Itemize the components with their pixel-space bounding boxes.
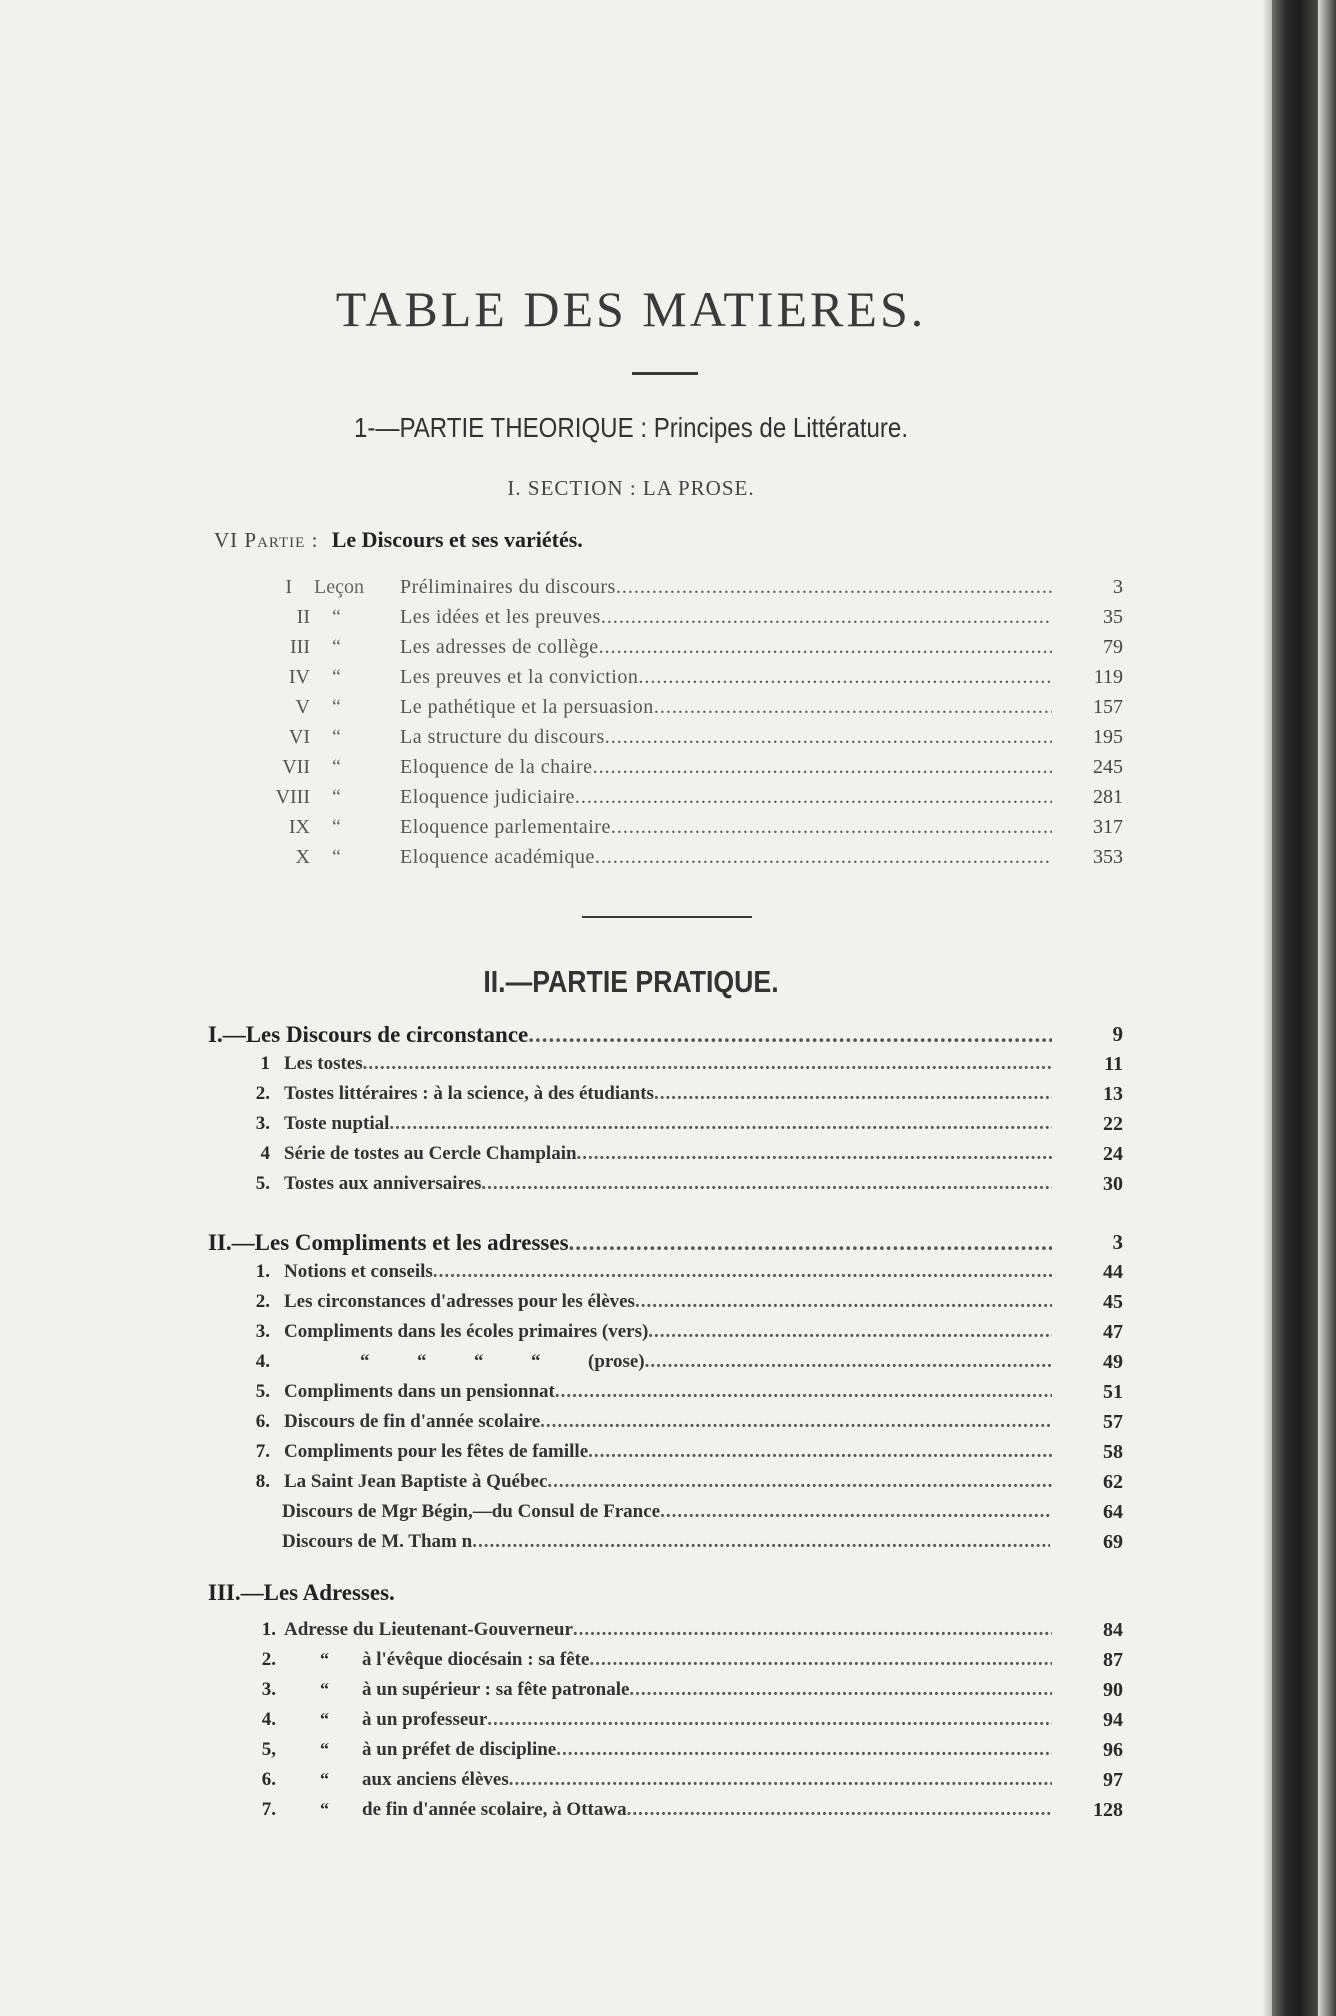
subpart-line	[214, 527, 583, 553]
section-rule	[582, 916, 752, 918]
toc-group-heading: III.—Les Adresses.	[208, 1580, 395, 1605]
lesson-title: Eloquence de la chaire .....	[400, 756, 1052, 779]
toc-row	[0, 1471, 1262, 1501]
page-number: 195	[1093, 726, 1123, 748]
subpart-title: Le Discours et ses variétés.	[331, 527, 583, 552]
lesson-number: I	[285, 576, 292, 598]
page-number: 13	[1103, 1083, 1123, 1105]
page-number: 62	[1103, 1471, 1123, 1493]
page-number: 84	[1103, 1619, 1123, 1641]
toc-row	[0, 1709, 1262, 1739]
ditto-mark: “	[332, 756, 341, 778]
page-number: 317	[1093, 816, 1123, 838]
item-title: à un préfet de discipline .....	[362, 1739, 1052, 1761]
toc-row	[0, 1501, 1262, 1531]
page-number: 119	[1093, 666, 1123, 688]
page-number: 45	[1103, 1291, 1123, 1313]
ditto-mark: “	[332, 816, 341, 838]
item-title: Discours de M. Tham n .....	[282, 1531, 1050, 1553]
toc-row	[0, 1173, 1262, 1203]
lesson-number: IV	[288, 666, 310, 688]
toc-row	[0, 726, 1262, 756]
lesson-title: La structure du discours .....	[400, 726, 1052, 749]
page-number: 3	[1113, 576, 1123, 598]
page-number: 11	[1104, 1053, 1123, 1075]
toc-row	[0, 1143, 1262, 1173]
item-number: 7.	[255, 1441, 270, 1462]
ditto-mark: “	[332, 666, 341, 688]
page-number: 90	[1103, 1679, 1123, 1701]
part2-heading: II.—PARTIE PRATIQUE.	[483, 964, 779, 999]
page-number: 9	[1112, 1022, 1123, 1046]
item-title: Série de tostes au Cercle Champlain .....	[284, 1143, 1052, 1165]
ditto-mark: “	[320, 1709, 329, 1729]
toc-row	[0, 1083, 1262, 1113]
part1-heading: 1-—PARTIE THEORIQUE : Principes de Littérature.	[353, 412, 909, 443]
page-number: 57	[1103, 1411, 1123, 1433]
item-number: 6.	[261, 1769, 276, 1790]
lesson-label: Leçon	[314, 576, 364, 598]
item-title: aux anciens élèves .....	[362, 1769, 1052, 1791]
item-title: de fin d'année scolaire, à Ottawa .....	[362, 1799, 1052, 1821]
toc-row	[0, 786, 1262, 816]
page-number: 79	[1103, 636, 1123, 658]
lesson-title: Le pathétique et la persuasion .....	[400, 696, 1052, 719]
item-number: 2.	[261, 1649, 276, 1670]
item-number: 1.	[261, 1619, 276, 1640]
page-number: 157	[1093, 696, 1123, 718]
page-number: 64	[1103, 1501, 1123, 1523]
item-title: “ “ “ “ (prose) .....	[360, 1351, 1052, 1373]
lesson-title: Les idées et les preuves .....	[400, 606, 1052, 629]
lesson-title: Les adresses de collège .....	[400, 636, 1052, 659]
lesson-number: IX	[288, 816, 310, 838]
item-number: 3.	[261, 1679, 276, 1700]
page-number: 58	[1103, 1441, 1123, 1463]
page-number: 3	[1112, 1230, 1123, 1254]
toc-row	[0, 606, 1262, 636]
ditto-mark: “	[332, 726, 341, 748]
lesson-number: II	[296, 606, 310, 628]
ditto-mark: “	[332, 636, 341, 658]
toc-row	[0, 1113, 1262, 1143]
page-edge	[1262, 0, 1272, 2016]
ditto-mark: “	[320, 1799, 329, 1819]
item-title: à un supérieur : sa fête patronale .....	[362, 1679, 1052, 1701]
toc-row	[0, 1679, 1262, 1709]
lesson-number: III	[290, 636, 310, 658]
lesson-number: V	[295, 696, 310, 718]
item-number: 4	[260, 1143, 270, 1164]
lesson-title: Eloquence académique .....	[400, 846, 1052, 869]
page-number: 22	[1103, 1113, 1123, 1135]
toc-row	[0, 756, 1262, 786]
title-rule	[632, 372, 698, 375]
toc-row	[0, 1291, 1262, 1321]
toc-row	[0, 1261, 1262, 1291]
toc-row	[0, 1321, 1262, 1351]
page-number: 245	[1093, 756, 1123, 778]
ditto-mark: “	[320, 1649, 329, 1669]
item-number: 1	[260, 1053, 270, 1074]
toc-row	[0, 846, 1262, 876]
page-number: 44	[1103, 1261, 1123, 1283]
toc-row	[0, 1769, 1262, 1799]
item-number: 4.	[261, 1709, 276, 1730]
item-number: 5.	[255, 1381, 270, 1402]
item-title: Tostes aux anniversaires .....	[284, 1173, 1052, 1195]
lesson-number: VII	[282, 756, 310, 778]
page-number: 47	[1103, 1321, 1123, 1343]
item-title: à l'évêque diocésain : sa fête .....	[362, 1649, 1052, 1671]
item-title: Les circonstances d'adresses pour les élèves .....	[284, 1291, 1052, 1313]
toc-group-heading	[0, 1230, 1262, 1260]
subpart-label: VI Partie :	[214, 528, 319, 552]
page-number: 281	[1093, 786, 1123, 808]
item-number: 3.	[255, 1113, 270, 1134]
page-number: 30	[1103, 1173, 1123, 1195]
lesson-title: Préliminaires du discours .....	[400, 576, 1052, 599]
lesson-number: X	[295, 846, 310, 868]
toc-row	[0, 636, 1262, 666]
item-number: 5.	[255, 1173, 270, 1194]
item-number: 2.	[255, 1083, 270, 1104]
toc-row	[0, 1619, 1262, 1649]
toc-row	[0, 1351, 1262, 1381]
ditto-mark: “	[320, 1679, 329, 1699]
item-title: La Saint Jean Baptiste à Québec .....	[284, 1471, 1052, 1493]
ditto-mark: “	[332, 606, 341, 628]
page-number: 24	[1103, 1143, 1123, 1165]
item-number: 8.	[255, 1471, 270, 1492]
ditto-mark: “	[332, 846, 341, 868]
page-number: 51	[1103, 1381, 1123, 1403]
toc-row	[0, 1411, 1262, 1441]
item-number: 1.	[255, 1261, 270, 1282]
item-title: Compliments pour les fêtes de famille .....	[284, 1441, 1052, 1463]
item-title: Discours de fin d'année scolaire .....	[284, 1411, 1052, 1433]
item-number: 4.	[255, 1351, 270, 1372]
item-title: Discours de Mgr Bégin,—du Consul de France .....	[282, 1501, 1050, 1523]
toc-row	[0, 1531, 1262, 1561]
page-number: 49	[1103, 1351, 1123, 1373]
section-heading: I. SECTION : LA PROSE.	[507, 476, 755, 500]
page-number: 87	[1103, 1649, 1123, 1671]
toc-row	[0, 1739, 1262, 1769]
item-title: Adresse du Lieutenant-Gouverneur .....	[284, 1619, 1052, 1641]
item-number: 3.	[255, 1321, 270, 1342]
item-number: 7.	[261, 1799, 276, 1820]
item-number: 5,	[261, 1739, 276, 1760]
ditto-mark: “	[320, 1769, 329, 1789]
page-number: 94	[1103, 1709, 1123, 1731]
toc-row	[0, 576, 1262, 606]
lesson-number: VI	[288, 726, 310, 748]
item-title: à un professeur .....	[362, 1709, 1052, 1731]
page-number: 353	[1093, 846, 1123, 868]
toc-row	[0, 1799, 1262, 1829]
lesson-number: VIII	[275, 786, 310, 808]
item-title: Compliments dans les écoles primaires (vers) .....	[284, 1321, 1052, 1343]
toc-row	[0, 1441, 1262, 1471]
item-title: Notions et conseils .....	[284, 1261, 1052, 1283]
spine-shadow	[1318, 0, 1336, 2016]
lesson-title: Les preuves et la conviction .....	[400, 666, 1052, 689]
toc-row	[0, 696, 1262, 726]
item-title: Tostes littéraires : à la science, à des étudiants .....	[284, 1083, 1052, 1105]
group-title: I.—Les Discours de circonstance .....	[208, 1022, 1052, 1048]
ditto-mark: “	[332, 786, 341, 808]
item-title: Toste nuptial .....	[284, 1113, 1052, 1135]
toc-row	[0, 666, 1262, 696]
toc-row	[0, 1649, 1262, 1679]
page-number: 128	[1093, 1799, 1123, 1821]
group-title: II.—Les Compliments et les adresses .....	[208, 1230, 1052, 1256]
toc-row	[0, 1381, 1262, 1411]
page-number: 35	[1103, 606, 1123, 628]
page-title: TABLE DES MATIERES.	[335, 281, 927, 337]
toc-row	[0, 816, 1262, 846]
page-number: 69	[1103, 1531, 1123, 1553]
toc-row	[0, 1053, 1262, 1083]
item-title: Compliments dans un pensionnat .....	[284, 1381, 1052, 1403]
book-spine	[1272, 0, 1318, 2016]
lesson-title: Eloquence judiciaire .....	[400, 786, 1052, 809]
item-number: 6.	[255, 1411, 270, 1432]
lesson-title: Eloquence parlementaire .....	[400, 816, 1052, 839]
ditto-mark: “	[332, 696, 341, 718]
item-number: 2.	[255, 1291, 270, 1312]
page-number: 97	[1103, 1769, 1123, 1791]
ditto-mark: “	[320, 1739, 329, 1759]
toc-group-heading	[0, 1022, 1262, 1052]
page-number: 96	[1103, 1739, 1123, 1761]
item-title: Les tostes .....	[284, 1053, 1052, 1075]
